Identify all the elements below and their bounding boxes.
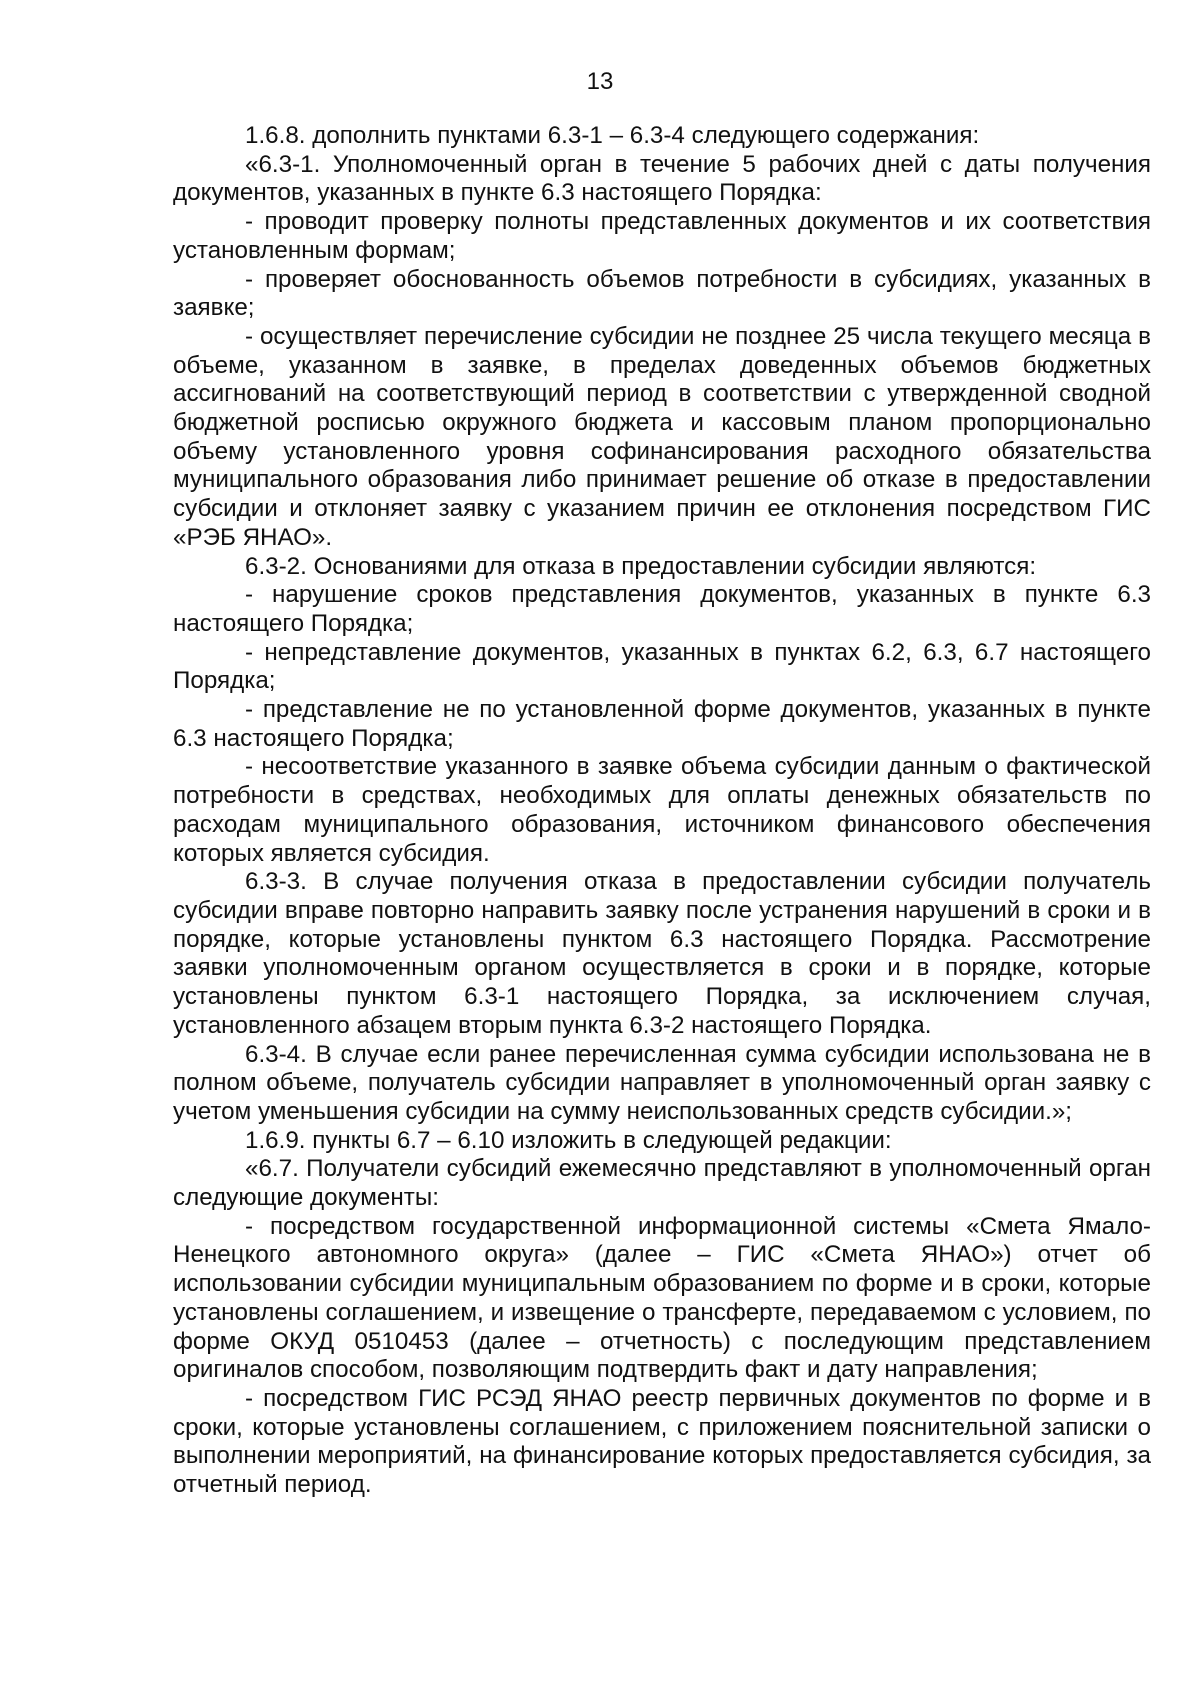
paragraph-6-3-1: «6.3-1. Уполномоченный орган в течение 5 рабочих дней с даты получения документов, указанных в пункте 6.3 настоящего Порядка:	[173, 150, 1151, 207]
paragraph-6-3-3: 6.3-3. В случае получения отказа в предоставлении субсидии получатель субсидии вправе повторно направить заявку после устранения нарушений в сроки и в порядке, которые установлены пунктом 6.3 настоящего Порядка. Рассмотрение заявки уполномоченным органом осуществляется в сроки и в порядке, которые установлены пунктом 6.3-1 настоящего Порядка, за исключением случая, установленного абзацем вторым пункта 6.3-2 настоящего Порядка.	[173, 868, 1151, 1039]
document-body	[173, 122, 1151, 1500]
paragraph-6-3-4: 6.3-4. В случае если ранее перечисленная сумма субсидии использована не в полном объеме, получатель субсидии направляет в уполномоченный орган заявку с учетом уменьшения субсидии на сумму неиспользованных средств субсидии.»;	[173, 1040, 1151, 1125]
list-item-completeness-check: - проводит проверку полноты представленных документов и их соответствия установленным формам;	[173, 208, 1151, 264]
list-item-gis-rsed: - посредством ГИС РСЭД ЯНАО реестр первичных документов по форме и в сроки, которые установлены соглашением, с приложением пояснительной записки о выполнении мероприятий, на финансирование которых предоставляется субсидия, за отчетный период.	[173, 1384, 1151, 1499]
list-item-wrong-form: - представление не по установленной форме документов, указанных в пункте 6.3 настоящего Порядка;	[173, 696, 1151, 752]
paragraph-1-6-8: 1.6.8. дополнить пунктами 6.3-1 – 6.3-4 следующего содержания:	[245, 122, 980, 149]
list-item-non-submission: - непредставление документов, указанных в пунктах 6.2, 6.3, 6.7 настоящего Порядка;	[173, 638, 1151, 695]
list-item-gis-smeta: - посредством государственной информационной системы «Смета Ямало-Ненецкого автономного округа» (далее – ГИС «Смета ЯНАО») отчет об использовании субсидии муниципальным образованием по форме и в сроки, которые установлены соглашением, и извещение о трансферте, передаваемом с условием, по форме ОКУД 0510453 (далее – отчетность) с последующим представлением оригиналов способом, позволяющим подтвердить факт и дату направления;	[173, 1212, 1151, 1384]
list-item-validity-check: - проверяет обоснованность объемов потребности в субсидиях, указанных в заявке;	[173, 265, 1151, 322]
page-number: 13	[586, 68, 614, 95]
paragraph-6-7: «6.7. Получатели субсидий ежемесячно представляют в уполномоченный орган следующие документы:	[173, 1155, 1151, 1212]
paragraph-1-6-9: 1.6.9. пункты 6.7 – 6.10 изложить в следующей редакции:	[245, 1126, 892, 1154]
paragraph-6-3-2: 6.3-2. Основаниями для отказа в предоставлении субсидии являются:	[245, 552, 1037, 580]
list-item-deadline-violation: - нарушение сроков представления документов, указанных в пункте 6.3 настоящего Порядка;	[173, 581, 1151, 637]
list-item-mismatch: - несоответствие указанного в заявке объема субсидии данным о фактической потребности в средствах, необходимых для оплаты денежных обязательств по расходам муниципального образования, источником финансового обеспечения которых является субсидия.	[173, 753, 1151, 867]
list-item-transfer: - осуществляет перечисление субсидии не позднее 25 числа текущего месяца в объеме, указанном в заявке, в пределах доведенных объемов бюджетных ассигнований на соответствующий период в соответствии с утвержденной сводной бюджетной росписью окружного бюджета и кассовым планом пропорционально объему установленного уровня софинансирования расходного обязательства муниципального образования либо принимает решение об отказе в предоставлении субсидии и отклоняет заявку с указанием причин ее отклонения посредством ГИС «РЭБ ЯНАО».	[173, 322, 1151, 551]
